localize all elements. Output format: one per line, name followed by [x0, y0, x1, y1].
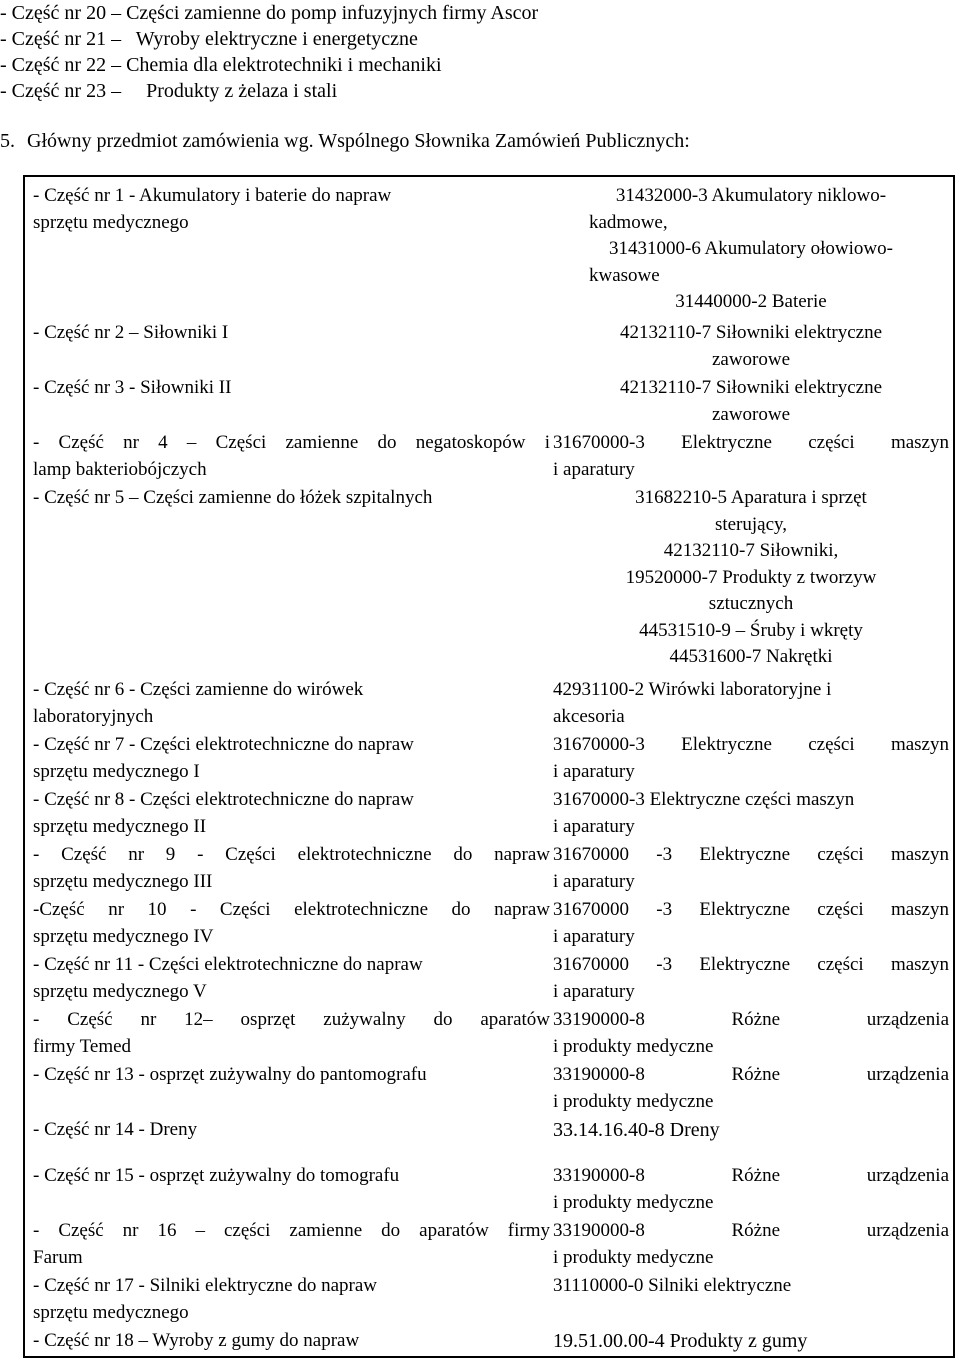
- cpv-codes: 33190000-8 Różne urządzenia i produkty medyczne: [553, 1064, 949, 1112]
- cpv-codes: 33190000-8 Różne urządzenia i produkty medyczne: [553, 1165, 949, 1213]
- part-name: - Część nr 8 - Części elektrotechniczne do napraw sprzętu medycznego II: [33, 789, 414, 837]
- part-name: - Część nr 13 - osprzęt zużywalny do pantomografu: [33, 1064, 427, 1085]
- part-name: - Część nr 6 - Części zamienne do wirówek laboratoryjnych: [33, 679, 364, 727]
- cpv-codes: 42132110-7 Siłowniki elektryczne zaworowe: [619, 377, 883, 425]
- part-name: - Część nr 7 - Części elektrotechniczne do napraw sprzętu medycznego I: [33, 734, 414, 782]
- part-name: - Część nr 15 - osprzęt zużywalny do tomografu: [33, 1165, 400, 1186]
- cpv-codes: 33.14.16.40-8 Dreny: [553, 1119, 720, 1141]
- cpv-codes: 31670000 -3 Elektryczne części maszyn i aparatury: [553, 899, 949, 947]
- cpv-codes: 31682210-5 Aparatura i sprzęt sterujący, 42132110-7 Siłowniki, 19520000-7 Produkty z tworzyw sztucznych 44531510-9 – Śruby i wkręty 44531600-7 Nakrętki: [625, 487, 877, 667]
- cpv-table: [23, 175, 955, 1358]
- part-name: - Część nr 2 – Siłowniki I: [33, 322, 229, 343]
- cpv-codes: 31670000 -3 Elektryczne części maszyn i aparatury: [553, 844, 949, 892]
- cpv-codes: 19.51.00.00-4 Produkty z gumy: [553, 1330, 808, 1352]
- part-name: - Część nr 9 - Części elektrotechniczne do napraw sprzętu medycznego III: [33, 844, 550, 892]
- part-name: - Część nr 12– osprzęt zużywalny do aparatów firmy Temed: [33, 1009, 550, 1057]
- cpv-codes: 42931100-2 Wirówki laboratoryjne i akcesoria: [553, 679, 832, 727]
- cpv-codes: 31670000-3 Elektryczne części maszyn i aparatury: [553, 789, 855, 837]
- list-item: - Część nr 21 – Wyroby elektryczne i energetyczne: [0, 28, 418, 50]
- part-name: - Część nr 11 - Części elektrotechniczne do napraw sprzętu medycznego V: [33, 954, 423, 1002]
- cpv-codes: 31670000-3 Elektryczne części maszyn i aparatury: [553, 432, 949, 480]
- list-item: - Część nr 23 – Produkty z żelaza i stali: [0, 80, 338, 102]
- cpv-codes: 31670000-3 Elektryczne części maszyn i aparatury: [553, 734, 949, 782]
- cpv-codes: 31432000-3 Akumulatory niklowo- kadmowe, 31431000-6 Akumulatory ołowiowo- kwasowe 31440000-2 Baterie: [589, 185, 893, 312]
- section-number: 5.: [0, 130, 15, 152]
- part-name: -Część nr 10 - Części elektrotechniczne do napraw sprzętu medycznego IV: [33, 899, 550, 947]
- part-name: - Część nr 4 – Części zamienne do negatoskopów i lamp bakteriobójczych: [33, 432, 550, 480]
- cpv-codes: 31670000 -3 Elektryczne części maszyn i aparatury: [553, 954, 949, 1002]
- list-item: - Część nr 20 – Części zamienne do pomp infuzyjnych firmy Ascor: [0, 2, 539, 24]
- parts-list-top: [0, 0, 538, 104]
- section-heading: [0, 128, 690, 154]
- cpv-codes: 42132110-7 Siłowniki elektryczne zaworowe: [619, 322, 883, 370]
- section-title: Główny przedmiot zamówienia wg. Wspólnego Słownika Zamówień Publicznych:: [27, 130, 690, 152]
- cpv-codes: 33190000-8 Różne urządzenia i produkty medyczne: [553, 1220, 949, 1268]
- part-name: - Część nr 17 - Silniki elektryczne do napraw sprzętu medycznego: [33, 1275, 377, 1323]
- part-name: - Część nr 16 – części zamienne do aparatów firmy Farum: [33, 1220, 550, 1268]
- part-name: - Część nr 18 – Wyroby z gumy do napraw: [33, 1330, 360, 1351]
- part-name: - Część nr 1 - Akumulatory i baterie do napraw sprzętu medycznego: [33, 185, 392, 233]
- part-name: - Część nr 3 - Siłowniki II: [33, 377, 232, 398]
- cpv-codes: 33190000-8 Różne urządzenia i produkty medyczne: [553, 1009, 949, 1057]
- list-item: - Część nr 22 – Chemia dla elektrotechniki i mechaniki: [0, 54, 442, 76]
- cpv-codes: 31110000-0 Silniki elektryczne: [553, 1275, 792, 1296]
- part-name: - Część nr 14 - Dreny: [33, 1119, 198, 1140]
- part-name: - Część nr 5 – Części zamienne do łóżek szpitalnych: [33, 487, 433, 508]
